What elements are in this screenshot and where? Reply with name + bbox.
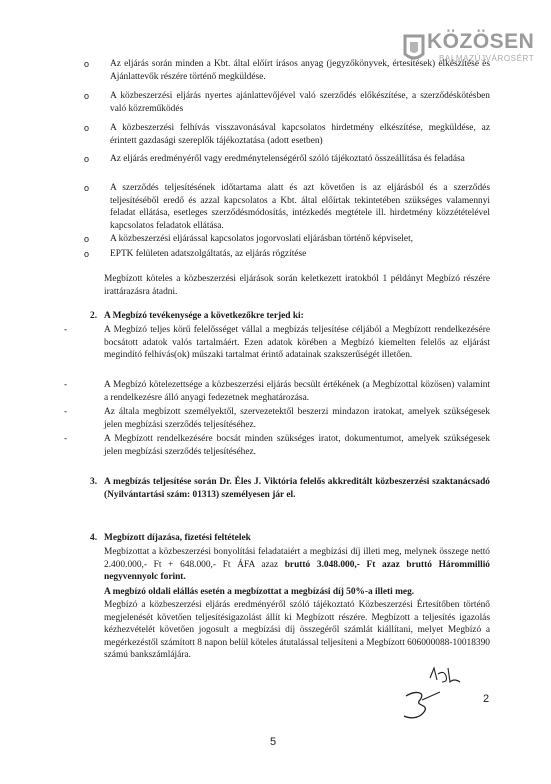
- bullet-marker: o: [84, 183, 90, 193]
- list-item-text: Az eljárás eredményéről vagy eredménytelenségéről szóló tájékoztató összeállítása és feladása: [110, 154, 465, 164]
- list-item-text: Az eljárás során minden a Kbt. által előírt írásos anyag (jegyzőkönyvek, értesítések) elkészítése és Ajánlattevők részére történő megküldése.: [110, 59, 490, 82]
- bullet-marker: o: [84, 123, 90, 133]
- signature-icon: [400, 660, 470, 724]
- list-item-text: A Megbízó teljes körű felelősséget vállal a megbízás teljesítése céljából a Megbízott rendelkezésére bocsátott adatok valós tartalmáért. Ezen adatok körében a Megbízó kiemelten felelős az eljárást megindító felhívás(ok) műszaki tartalmat érintő adatainak szakszerűségét illetően.: [104, 325, 490, 361]
- list-item: [84, 122, 490, 147]
- dash-marker: -: [64, 380, 68, 390]
- list-item: [84, 248, 490, 261]
- initials-page-number: 2: [483, 693, 490, 705]
- payment-terms: Megbízó a közbeszerzési eljárás eredményéről szóló tájékoztató Közbeszerzési Értesítőben történő megjelenését követően teljesítésigazolást állít ki Megbízott részére. Megbízott a teljesítés igazolás kézhezvételét követően jogosult a megbízási díj összegéről számlát kiállítani, melyet Megbízó a megérkezéstől számított 8 napon belül köteles átutalással teljesíteni a Megbízott 606000088-10018390 számú bankszámlájára.: [104, 600, 490, 661]
- list-item: [84, 182, 490, 232]
- dash-marker: -: [64, 434, 68, 444]
- list-item-text: A szerződés teljesítésének időtartama alatt és azt követően is az eljárásból és a szerződés teljesítéséből eredő és azzal kapcsolatos a Kbt. által előírtak tekintetében szükséges valamennyi feladat ellátása, esetleges szerződésmódosítás, intézkedés megtétele ill. hirdetmény közzétételével kapcsolatos feladatok ellátása.: [110, 183, 490, 231]
- archive-note: Megbízott köteles a közbeszerzési eljárások során keletkezett iratokból 1 példányt Megbízó részére irattárazásra átadni.: [104, 274, 490, 297]
- list-item: [64, 406, 490, 431]
- list-item: [84, 153, 490, 166]
- list-item: [64, 433, 490, 458]
- list-item-text: A közbeszerzési felhívás visszavonásával kapcsolatos hirdetmény elkészítése, megküldése, az érintett gazdasági szereplők tájékoztatása (adott esetben): [110, 123, 490, 146]
- list-item: [64, 379, 490, 404]
- list-item-text: Az általa megbízott személyektől, szervezetektől beszerzi mindazon iratokat, amelyek szükségesek jelen megbízási szerződés teljesítéséhez.: [104, 407, 490, 430]
- fee-paragraph: [104, 546, 490, 584]
- fee-text: Megbízottat a közbeszerzési bonyolítási feladataiért a megbízási díj illeti meg, melynek összege nettó 2.400.000,- Ft + 648.000,- Ft ÁFA azaz: [104, 547, 490, 570]
- list-item: [64, 324, 490, 362]
- list-item-text: A közbeszerzési eljárással kapcsolatos jogorvoslati eljárásban történő képviselet,: [110, 234, 414, 244]
- list-item: [84, 90, 490, 115]
- bullet-marker: o: [84, 154, 90, 164]
- section-heading: Megbízott díjazása, fizetési feltételek: [104, 533, 251, 543]
- list-item-text: EPTK felületen adatszolgáltatás, az eljárás rögzítése: [110, 249, 307, 259]
- logo-name: KÖZÖSEN: [427, 30, 535, 53]
- dash-marker: -: [64, 407, 68, 417]
- dash-marker: -: [64, 325, 68, 335]
- bullet-marker: o: [84, 91, 90, 101]
- bullet-marker: o: [84, 249, 90, 259]
- list-item: [84, 58, 490, 83]
- withdrawal-clause: A megbízó oldali elállás esetén a megbízottat a megbízási díj 50%-a illeti meg.: [104, 587, 415, 597]
- fee-total: bruttó 3.048.000,- Ft azaz bruttó Hárommillió negyvennyolc forint.: [104, 559, 490, 583]
- section-number: 2.: [90, 311, 98, 321]
- section-number: 3.: [90, 477, 98, 487]
- list-item-text: A Megbízott rendelkezésére bocsát minden szükséges iratot, dokumentumot, amelyek szükségesek jelen megbízási szerződés teljesítéséhez.: [104, 434, 490, 457]
- section-heading: A Megbízó tevékenysége a következőkre terjed ki:: [104, 311, 304, 321]
- section-heading: A megbízás teljesítése során Dr. Éles J. Viktória felelős akkreditált közbeszerzési szaktanácsadó (Nyilvántartási szám: 01313) személyesen jár el.: [104, 477, 490, 500]
- bullet-marker: o: [84, 59, 90, 69]
- section-number: 4.: [90, 533, 98, 543]
- list-item-text: A Megbízó kötelezettsége a közbeszerzési eljárás becsült értékének (a Megbízottal közösen) valamint a rendelkezésre álló anyagi fedezetnek meghatározása.: [104, 380, 490, 403]
- list-item: [84, 233, 490, 246]
- list-item-text: A közbeszerzési eljárás nyertes ajánlattevőjével való szerződés előkészítése, a szerződéskötésben való közreműködés: [110, 91, 490, 114]
- bullet-marker: o: [84, 234, 90, 244]
- page-number: 5: [270, 736, 277, 748]
- logo-subtitle: BALMAZÚJVÁROSÉRT: [439, 54, 535, 63]
